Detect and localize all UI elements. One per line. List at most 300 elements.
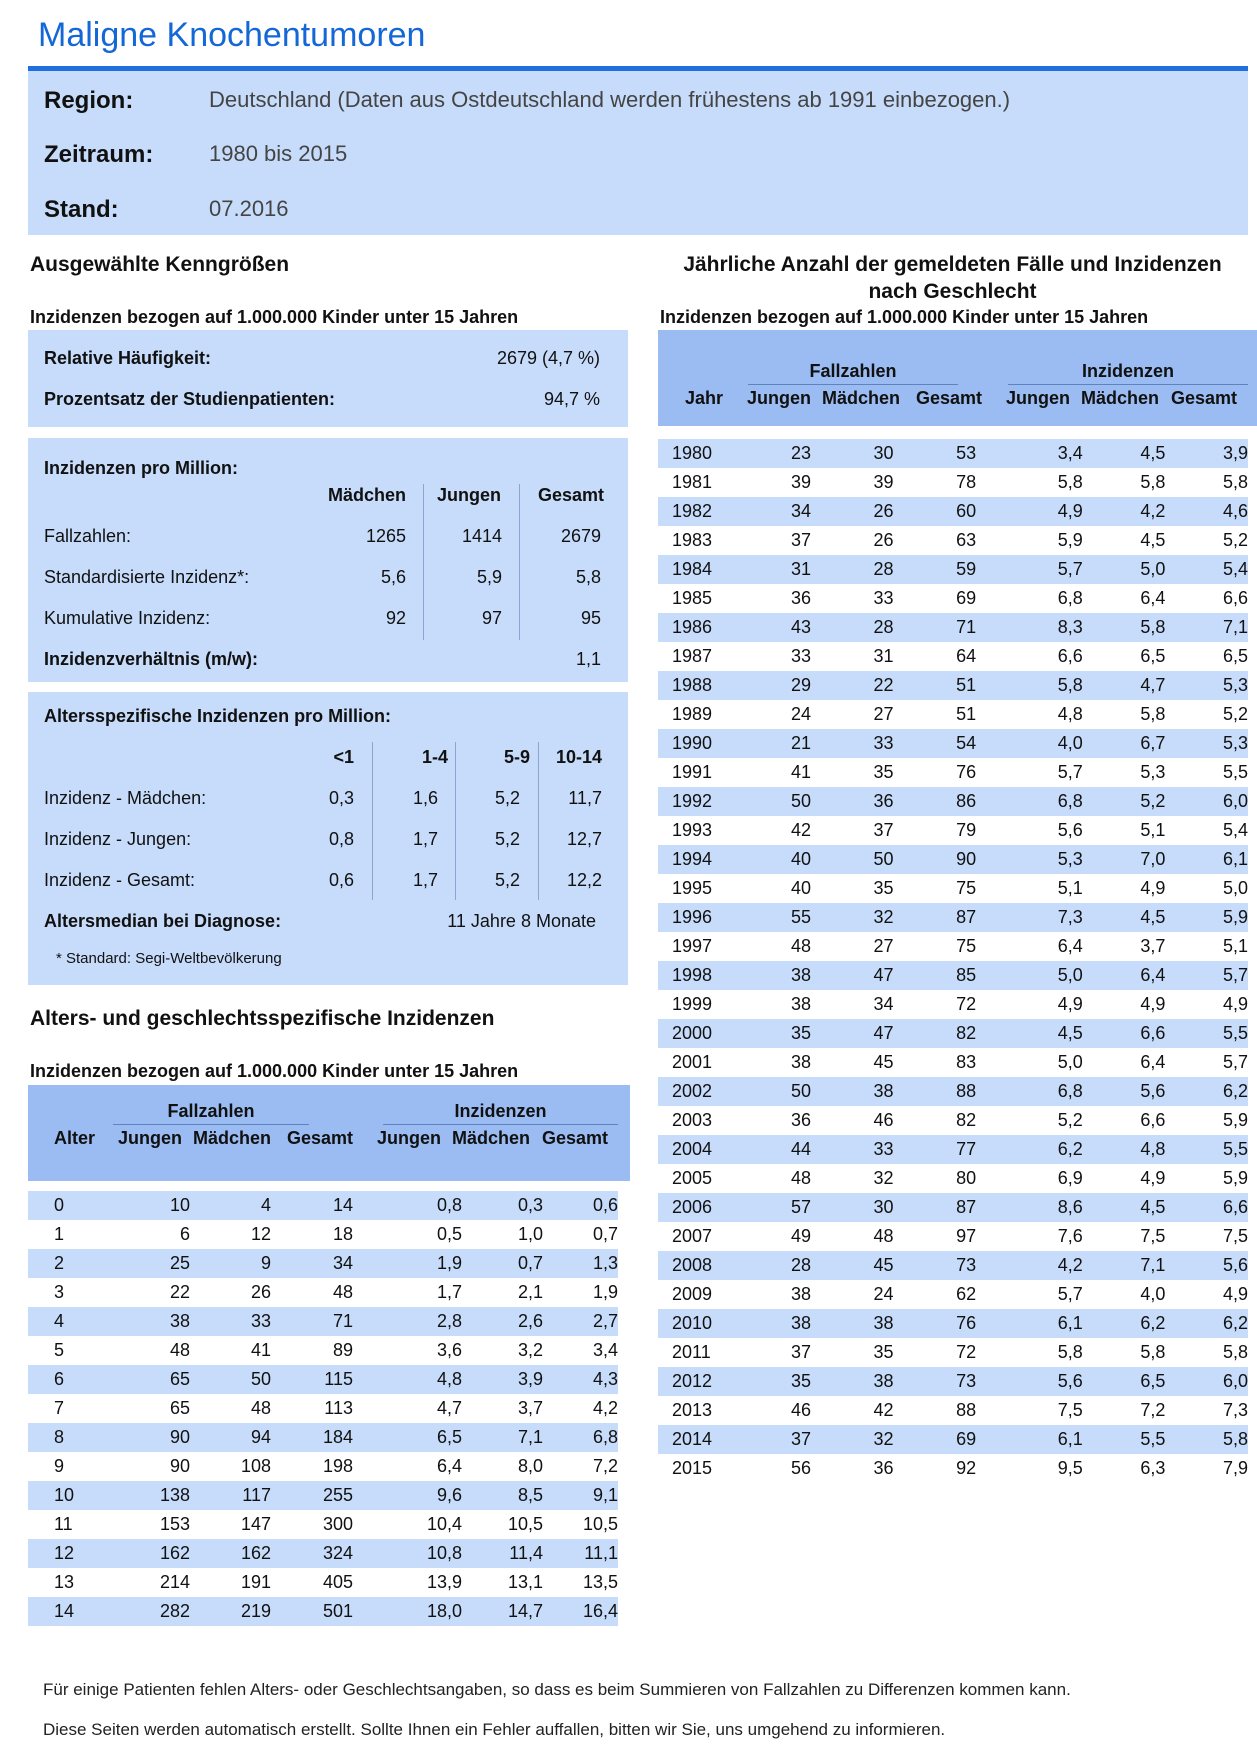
year-row-cell: 5,3: [1165, 729, 1248, 758]
age-row-cell: 0,6: [543, 1191, 618, 1220]
ratio-value: 1,1: [575, 649, 601, 669]
year-row-cell: 4,2: [1083, 497, 1166, 526]
year-row-cell: 5,5: [1165, 1019, 1248, 1048]
age-table-header: [28, 1085, 630, 1181]
year-row-cell: 32: [811, 1425, 894, 1454]
year-row-cell: 35: [726, 1367, 811, 1396]
age-row-key: 7: [54, 1398, 65, 1418]
alt-col: 5-9: [503, 747, 530, 767]
year-row-cell: 43: [726, 613, 811, 642]
year-row-key: 1986: [658, 613, 726, 642]
year-row-cell: 6,8: [1057, 588, 1083, 608]
year-row-cell: 47: [811, 1019, 894, 1048]
year-row-cell: 5,1: [1057, 878, 1083, 898]
year-row-cell: 37: [790, 1342, 812, 1362]
year-row: [658, 1077, 1248, 1106]
year-row-cell: 30: [811, 1193, 894, 1222]
alt-divider-2: [455, 742, 456, 900]
year-row-cell: 5,4: [1165, 555, 1248, 584]
year-row-key: 2009: [672, 1284, 713, 1304]
age-row-cell: 18: [332, 1224, 353, 1244]
year-row: [658, 903, 1248, 932]
year-row-cell: 34: [873, 994, 894, 1014]
age-row: [28, 1568, 618, 1597]
year-row-cell: 79: [956, 820, 977, 840]
year-row: [658, 729, 1248, 758]
age-row-cell: 11,1: [543, 1539, 618, 1568]
age-row-cell: 71: [271, 1307, 353, 1336]
year-col: Mädchen: [822, 388, 901, 408]
year-row-cell: 75: [956, 936, 977, 956]
age-row-cell: 26: [250, 1282, 271, 1302]
age-row-cell: 90: [88, 1423, 190, 1452]
year-row-cell: 5,6: [1057, 820, 1083, 840]
age-row-cell: 2,1: [517, 1282, 543, 1302]
year-row-key: 2012: [658, 1367, 726, 1396]
year-row-cell: 7,3: [976, 903, 1083, 932]
age-row-cell: 90: [169, 1456, 190, 1476]
year-row-cell: 5,8: [1140, 1342, 1166, 1362]
year-row-cell: 6,2: [976, 1135, 1083, 1164]
year-row-cell: 36: [873, 1458, 894, 1478]
year-row-cell: 69: [956, 588, 977, 608]
alt-divider-3: [538, 742, 539, 900]
alt-cell: 1,6: [412, 788, 438, 808]
year-row-cell: 59: [894, 555, 977, 584]
age-row-cell: 501: [271, 1597, 353, 1626]
year-row: [658, 1135, 1248, 1164]
year-row-cell: 4,5: [1083, 439, 1166, 468]
year-row-cell: 55: [726, 903, 811, 932]
year-row-cell: 50: [726, 1077, 811, 1106]
year-row-cell: 28: [811, 555, 894, 584]
year-row-cell: 72: [956, 1342, 977, 1362]
year-row-cell: 83: [956, 1052, 977, 1072]
inz-divider-2: [519, 484, 520, 640]
year-row: [658, 584, 1248, 613]
year-row-cell: 6,9: [1057, 1168, 1083, 1188]
age-row-cell: 8,0: [517, 1456, 543, 1476]
year-row: [658, 1019, 1248, 1048]
alt-cell: 5,2: [494, 870, 520, 890]
footer-note-2: Diese Seiten werden automatisch erstellt. Sollte Ihnen ein Fehler auffallen, bitten wir Sie, uns umgehend zu informieren.: [43, 1720, 946, 1739]
year-row-cell: 35: [873, 762, 894, 782]
year-row: [658, 1251, 1248, 1280]
inz-row-label: Fallzahlen:: [44, 526, 132, 546]
alt-col: 10-14: [555, 747, 602, 767]
age-row-cell: 10,8: [353, 1539, 462, 1568]
age-row-key: 2: [28, 1249, 88, 1278]
age-row-cell: 405: [322, 1572, 353, 1592]
year-row-cell: 7,3: [1222, 1400, 1248, 1420]
year-row-cell: 76: [956, 762, 977, 782]
age-row-cell: 4,7: [436, 1398, 462, 1418]
age-row-cell: 113: [324, 1398, 353, 1418]
year-table-title-1: Jährliche Anzahl der gemeldeten Fälle und Inzidenzen: [683, 253, 1222, 276]
year-row-cell: 37: [726, 1425, 811, 1454]
age-row-cell: 12: [250, 1224, 271, 1244]
year-row-cell: 24: [873, 1284, 894, 1304]
age-row-cell: 16,4: [543, 1597, 618, 1626]
year-row-cell: 6,4: [1140, 1052, 1166, 1072]
age-row-cell: 2,8: [353, 1307, 462, 1336]
year-row-cell: 64: [956, 646, 977, 666]
year-row: [658, 613, 1248, 642]
year-row-cell: 48: [873, 1226, 894, 1246]
year-row-cell: 5,8: [1222, 1342, 1248, 1362]
rel-label: Relative Häufigkeit:: [44, 348, 212, 368]
inz-cell: 1265: [365, 526, 406, 546]
age-row-cell: 2,6: [462, 1307, 543, 1336]
year-group-inzidenzen: Inzidenzen: [1081, 361, 1174, 381]
year-row-cell: 6,6: [1165, 1193, 1248, 1222]
year-row-cell: 6,4: [1057, 936, 1083, 956]
age-row-cell: 153: [159, 1514, 190, 1534]
year-row-cell: 97: [956, 1226, 977, 1246]
year-row-cell: 4,8: [1083, 1135, 1166, 1164]
year-row-cell: 6,5: [1083, 1367, 1166, 1396]
year-col-jahr: Jahr: [685, 388, 724, 408]
year-row-cell: 5,8: [1083, 613, 1166, 642]
age-row-cell: 10,4: [426, 1514, 462, 1534]
year-row-cell: 5,9: [1057, 530, 1083, 550]
year-row-cell: 53: [894, 439, 977, 468]
year-row-cell: 5,5: [1165, 1135, 1248, 1164]
year-row: [658, 671, 1248, 700]
age-row-cell: 22: [169, 1282, 190, 1302]
age-row-cell: 0,7: [592, 1224, 618, 1244]
year-row-cell: 35: [873, 1342, 894, 1362]
year-row: [658, 1309, 1248, 1338]
year-row-cell: 5,8: [1057, 472, 1083, 492]
year-row: [658, 1106, 1248, 1135]
year-row-cell: 39: [790, 472, 812, 492]
age-row-cell: 3,7: [517, 1398, 543, 1418]
year-row-cell: 39: [873, 472, 894, 492]
zeitraum-value: 1980 bis 2015: [209, 141, 348, 166]
age-col: Jungen: [377, 1128, 442, 1148]
year-row-key: 1981: [672, 472, 713, 492]
age-row-cell: 0,5: [436, 1224, 462, 1244]
alt-cell: 1,7: [412, 870, 438, 890]
alt-title: Altersspezifische Inzidenzen pro Million:: [44, 706, 392, 726]
year-row-key: 2013: [672, 1400, 713, 1420]
year-table: [658, 439, 1248, 1483]
year-row-cell: 27: [873, 704, 894, 724]
year-row: [658, 526, 1248, 555]
age-row-cell: 1,9: [353, 1249, 462, 1278]
age-row-key: 12: [28, 1539, 88, 1568]
year-row-cell: 6,0: [1165, 787, 1248, 816]
age-row-cell: 191: [240, 1572, 271, 1592]
alt-col: <1: [333, 747, 354, 767]
alt-cell: 0,3: [328, 788, 354, 808]
year-row-cell: 4,5: [976, 1019, 1083, 1048]
year-row-cell: 5,2: [1083, 787, 1166, 816]
year-row-cell: 87: [894, 1193, 977, 1222]
year-row-cell: 4,0: [976, 729, 1083, 758]
year-row-cell: 75: [956, 878, 977, 898]
ratio-label: Inzidenzverhältnis (m/w):: [44, 649, 259, 669]
year-row-cell: 5,8: [1140, 472, 1166, 492]
inz-row-label: Kumulative Inzidenz:: [44, 608, 211, 628]
year-row-cell: 29: [726, 671, 811, 700]
age-row-cell: 219: [190, 1597, 271, 1626]
year-row: [658, 700, 1248, 729]
age-row-key: 10: [28, 1481, 88, 1510]
year-row-key: 2000: [658, 1019, 726, 1048]
year-row-cell: 54: [894, 729, 977, 758]
year-row-cell: 56: [790, 1458, 812, 1478]
year-row-cell: 41: [790, 762, 812, 782]
age-row-cell: 1,3: [543, 1249, 618, 1278]
year-row-cell: 6,4: [1083, 961, 1166, 990]
inz-row-label: Standardisierte Inzidenz*:: [44, 567, 250, 587]
age-row: [28, 1220, 618, 1249]
age-row-cell: 10: [88, 1191, 190, 1220]
alt-cell: 5,2: [494, 829, 520, 849]
alt-row-label: Inzidenz - Mädchen:: [44, 788, 207, 808]
age-row: [28, 1278, 618, 1307]
age-row-cell: 13,9: [426, 1572, 462, 1592]
year-row-key: 2014: [658, 1425, 726, 1454]
year-row-cell: 46: [790, 1400, 812, 1420]
age-col: Mädchen: [452, 1128, 531, 1148]
year-row-cell: 45: [873, 1052, 894, 1072]
year-row-cell: 5,6: [976, 1367, 1083, 1396]
year-row-cell: 26: [873, 530, 894, 550]
year-row-cell: 5,7: [1057, 762, 1083, 782]
age-table-subtitle: Inzidenzen bezogen auf 1.000.000 Kinder unter 15 Jahren: [30, 1061, 519, 1081]
kenngroessen-subtitle: Inzidenzen bezogen auf 1.000.000 Kinder unter 15 Jahren: [30, 307, 519, 327]
age-row-cell: 4,2: [592, 1398, 618, 1418]
inz-cell: 1414: [461, 526, 502, 546]
alt-cell: 0,6: [328, 870, 354, 890]
age-row-cell: 10,5: [507, 1514, 543, 1534]
year-row-cell: 4,6: [1165, 497, 1248, 526]
alt-cell: 1,7: [412, 829, 438, 849]
year-row-cell: 51: [894, 671, 977, 700]
year-row-cell: 5,3: [1140, 762, 1166, 782]
year-row: [658, 1367, 1248, 1396]
year-row-cell: 47: [811, 961, 894, 990]
year-row: [658, 439, 1248, 468]
year-row-cell: 5,7: [1057, 1284, 1083, 1304]
year-row-key: 1985: [672, 588, 713, 608]
year-row-cell: 88: [956, 1400, 977, 1420]
year-row: [658, 1396, 1248, 1425]
age-row-cell: 3,9: [462, 1365, 543, 1394]
age-group-inzidenzen: Inzidenzen: [454, 1101, 547, 1121]
year-row-cell: 71: [894, 613, 977, 642]
year-row-key: 2006: [658, 1193, 726, 1222]
year-row-cell: 3,7: [1140, 936, 1166, 956]
age-row-cell: 300: [322, 1514, 353, 1534]
year-row-cell: 6,8: [976, 787, 1083, 816]
year-row-cell: 33: [811, 729, 894, 758]
age-row-cell: 9: [190, 1249, 271, 1278]
year-row-cell: 49: [790, 1226, 812, 1246]
age-row-cell: 7,2: [592, 1456, 618, 1476]
year-row: [658, 1193, 1248, 1222]
year-row-cell: 8,6: [976, 1193, 1083, 1222]
year-row-cell: 5,8: [1140, 704, 1166, 724]
age-row-key: 5: [54, 1340, 65, 1360]
age-row-cell: 282: [88, 1597, 190, 1626]
year-row-cell: 6,1: [1165, 845, 1248, 874]
year-row-cell: 50: [726, 787, 811, 816]
age-row-cell: 94: [190, 1423, 271, 1452]
age-table: [28, 1191, 618, 1626]
year-row-cell: 4,9: [1057, 994, 1083, 1014]
year-row-cell: 38: [811, 1309, 894, 1338]
year-row-cell: 35: [726, 1019, 811, 1048]
age-row-cell: 4,8: [353, 1365, 462, 1394]
year-row: [658, 874, 1248, 903]
year-row-cell: 7,1: [1165, 613, 1248, 642]
age-row-cell: 18,0: [353, 1597, 462, 1626]
year-row-cell: 4,9: [976, 497, 1083, 526]
year-row-cell: 9,5: [1057, 1458, 1083, 1478]
year-row-cell: 5,6: [1165, 1251, 1248, 1280]
year-row-cell: 7,5: [1140, 1226, 1166, 1246]
year-row: [658, 816, 1248, 845]
year-row-cell: 5,8: [1057, 1342, 1083, 1362]
year-row-cell: 82: [956, 1110, 977, 1130]
year-row: [658, 1425, 1248, 1454]
age-row-key: 6: [28, 1365, 88, 1394]
year-row-cell: 6,5: [1222, 646, 1248, 666]
year-row-cell: 4,9: [1222, 994, 1248, 1014]
year-row-cell: 7,6: [1057, 1226, 1083, 1246]
alt-col: 1-4: [421, 747, 448, 767]
year-row-cell: 36: [811, 787, 894, 816]
year-row-cell: 4,0: [1140, 1284, 1166, 1304]
year-row-cell: 77: [894, 1135, 977, 1164]
year-group-line-1: [748, 384, 958, 385]
year-row-key: 2001: [672, 1052, 713, 1072]
year-row-key: 1984: [658, 555, 726, 584]
inz-col-maedchen: Mädchen: [327, 485, 406, 505]
age-row-cell: 11,4: [462, 1539, 543, 1568]
year-row-cell: 26: [811, 497, 894, 526]
age-row: [28, 1597, 618, 1626]
year-row-cell: 72: [956, 994, 977, 1014]
age-row-cell: 9,1: [543, 1481, 618, 1510]
year-row-cell: 7,2: [1140, 1400, 1166, 1420]
relative-panel: [28, 330, 628, 427]
year-row-cell: 4,8: [1057, 704, 1083, 724]
year-row-cell: 50: [811, 845, 894, 874]
year-group-line-2: [1008, 384, 1248, 385]
year-col: Gesamt: [1171, 388, 1238, 408]
year-row-cell: 33: [811, 1135, 894, 1164]
year-row-cell: 38: [790, 994, 812, 1014]
age-row: [28, 1249, 618, 1278]
age-row-cell: 1,9: [592, 1282, 618, 1302]
age-row-cell: 138: [88, 1481, 190, 1510]
stand-value: 07.2016: [209, 196, 289, 221]
year-row-cell: 63: [956, 530, 977, 550]
year-row-key: 1987: [672, 646, 713, 666]
year-row: [658, 1048, 1248, 1077]
year-row-cell: 45: [811, 1251, 894, 1280]
year-row-cell: 5,8: [976, 671, 1083, 700]
age-row-cell: 6: [179, 1224, 190, 1244]
year-row-cell: 51: [956, 704, 977, 724]
inz-cell: 5,9: [476, 567, 502, 587]
year-row-cell: 4,2: [976, 1251, 1083, 1280]
year-row-cell: 6,7: [1083, 729, 1166, 758]
year-row-cell: 32: [873, 1168, 894, 1188]
year-row: [658, 1338, 1248, 1367]
year-row-key: 2004: [658, 1135, 726, 1164]
year-row-cell: 6,3: [1140, 1458, 1166, 1478]
age-row-cell: 14,7: [462, 1597, 543, 1626]
age-row-cell: 3,4: [592, 1340, 618, 1360]
year-row-cell: 6,2: [1165, 1309, 1248, 1338]
year-row-cell: 5,0: [1222, 878, 1248, 898]
year-row-cell: 40: [726, 845, 811, 874]
year-row-cell: 4,5: [1083, 1193, 1166, 1222]
year-row-cell: 5,9: [1165, 903, 1248, 932]
year-row-key: 2003: [672, 1110, 713, 1130]
year-row: [658, 497, 1248, 526]
age-row-cell: 2,7: [543, 1307, 618, 1336]
age-row-cell: 10,5: [582, 1514, 618, 1534]
studien-label: Prozentsatz der Studienpatienten:: [44, 389, 336, 409]
year-row-cell: 30: [811, 439, 894, 468]
year-row-cell: 5,7: [1165, 961, 1248, 990]
year-table-header: [658, 330, 1257, 426]
age-row-cell: 89: [332, 1340, 353, 1360]
year-row-cell: 48: [790, 936, 812, 956]
footer-note-1: Für einige Patienten fehlen Alters- oder Geschlechtsangaben, so dass es beim Summieren von Fallzahlen zu Differenzen kommen kann.: [43, 1680, 1071, 1699]
age-row-cell: 6,8: [543, 1423, 618, 1452]
age-row: [28, 1481, 618, 1510]
age-row-cell: 38: [88, 1307, 190, 1336]
year-row-key: 2002: [658, 1077, 726, 1106]
year-row-key: 2008: [658, 1251, 726, 1280]
year-row-cell: 38: [790, 1052, 812, 1072]
year-row-cell: 42: [790, 820, 812, 840]
year-row-cell: 4,9: [1222, 1284, 1248, 1304]
inzidenzen-panel: [28, 438, 628, 682]
year-row-cell: 36: [790, 588, 812, 608]
year-row-cell: 5,3: [1165, 671, 1248, 700]
age-col: Jungen: [118, 1128, 183, 1148]
year-row: [658, 845, 1248, 874]
year-row-cell: 7,5: [1222, 1226, 1248, 1246]
age-row-cell: 34: [271, 1249, 353, 1278]
year-row: [658, 1164, 1248, 1193]
studien-value: 94,7 %: [543, 389, 600, 409]
year-row-key: 1992: [658, 787, 726, 816]
year-row-cell: 5,0: [1083, 555, 1166, 584]
year-row-key: 1983: [672, 530, 713, 550]
year-row-cell: 57: [726, 1193, 811, 1222]
age-row-key: 8: [28, 1423, 88, 1452]
age-row-cell: 41: [250, 1340, 271, 1360]
info-box: [28, 71, 1248, 235]
age-row-cell: 14: [271, 1191, 353, 1220]
kenngroessen-title: Ausgewählte Kenngrößen: [30, 253, 290, 276]
age-row-cell: 6,4: [436, 1456, 462, 1476]
year-row-cell: 35: [873, 878, 894, 898]
year-row-cell: 40: [790, 878, 812, 898]
year-row-cell: 5,8: [1165, 1425, 1248, 1454]
year-row-key: 1993: [672, 820, 713, 840]
